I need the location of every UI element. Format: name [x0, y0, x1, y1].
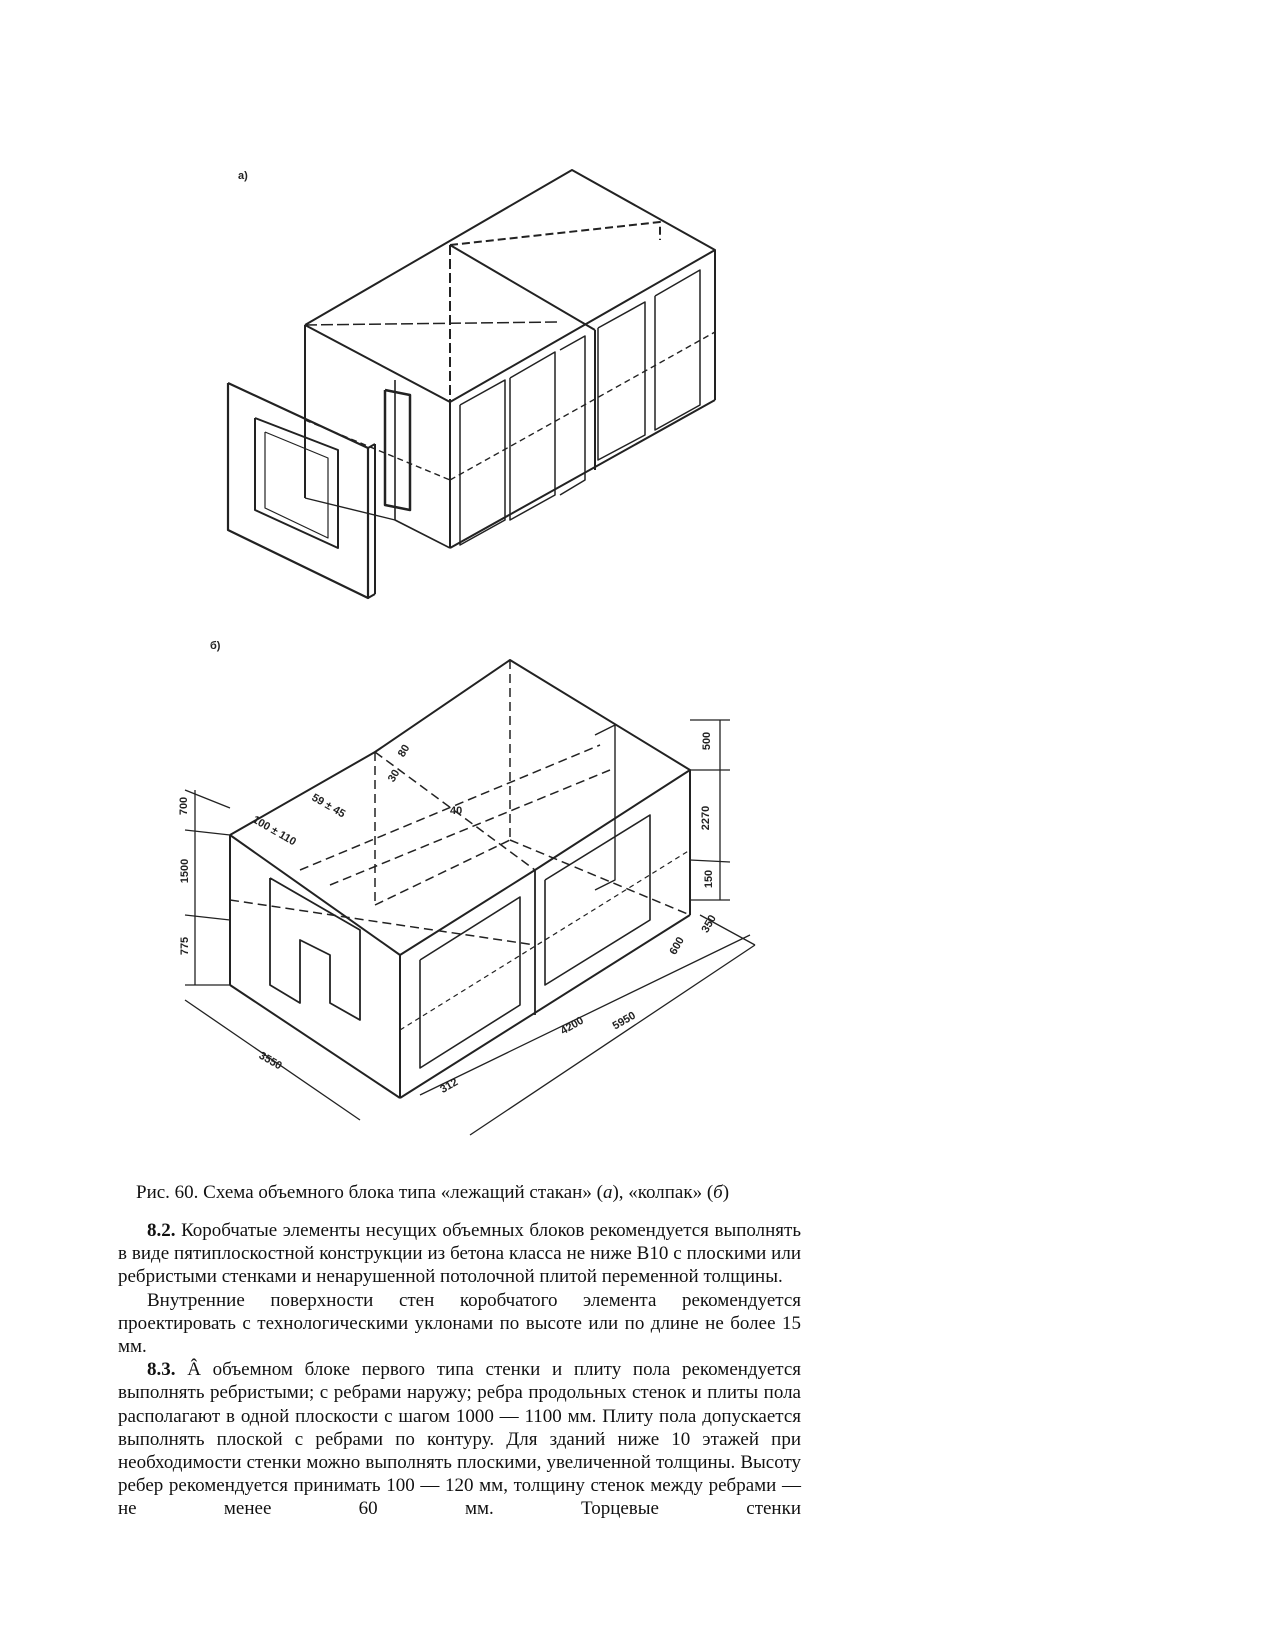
- figure-label-b: б): [210, 640, 221, 652]
- dim-350: 350: [699, 913, 719, 935]
- dim-2270: 2270: [700, 805, 713, 831]
- dim-1500: 1500: [179, 858, 192, 884]
- section-number: 8.2.: [147, 1220, 176, 1241]
- paragraph-text: Коробчатые элементы несущих объемных блоков рекомендуется выполнять в виде пятиплоскостной конструкции из бетона класса не ниже В10 с плоскими или ребристыми стенками и ненарушенной потолочной плитой переменной толщины.: [118, 1220, 801, 1288]
- body-text: [118, 1219, 801, 1521]
- dim-100-110: 100 ± 110: [250, 813, 299, 849]
- section-number: 8.3.: [147, 1359, 176, 1381]
- dim-150: 150: [703, 869, 716, 889]
- dim-59-45: 59 ± 45: [309, 791, 348, 821]
- figure-caption: [136, 1182, 729, 1204]
- dim-312: 312: [438, 1076, 461, 1096]
- figure-label-a: а): [238, 170, 248, 182]
- dim-80: 80: [395, 742, 413, 760]
- paragraph-8-3: [118, 1358, 801, 1520]
- caption-a: а: [602, 1182, 613, 1203]
- caption-suffix: ): [722, 1182, 730, 1203]
- caption-middle: ), «колпак» (: [612, 1182, 714, 1203]
- dim-40: 40: [450, 805, 463, 817]
- dim-600: 600: [667, 935, 687, 957]
- paragraph-8-2: [118, 1219, 801, 1289]
- dim-700: 700: [178, 796, 191, 816]
- paragraph-text: Внутренние поверхности стен коробчатого элемента рекомендуется проектировать с технологическими уклонами по высоте или по длине не более 15 мм.: [118, 1289, 801, 1358]
- paragraph-text: Â объемном блоке первого типа стенки и плиту пола рекомендуется выполнять ребристыми; с ребрами наружу; ребра продольных стенок и плиты пола располагают в одной плоскости с шагом 1000 — 1100 мм. Плиту пола допускается выполнять плоской с ребрами по контуру. Для зданий ниже 10 этажей при необходимости стенки можно выполнять плоскими, увеличенной толщины. Высоту ребер рекомендуется принимать 100 — 120 мм, толщину стенок между ребрами — не менее 60 мм. Торцевые стенки: [118, 1359, 801, 1520]
- paragraph-inner-surfaces: [118, 1289, 801, 1359]
- dim-3550: 3550: [256, 1049, 284, 1073]
- dim-500: 500: [701, 731, 714, 751]
- dim-30: 30: [385, 767, 403, 785]
- dim-5950: 5950: [610, 1009, 638, 1033]
- caption-b: б: [713, 1182, 723, 1203]
- dim-775: 775: [179, 936, 192, 956]
- caption-prefix: Рис. 60. Схема объемного блока типа «лежащий стакан» (: [136, 1182, 603, 1203]
- dim-4200: 4200: [558, 1014, 586, 1038]
